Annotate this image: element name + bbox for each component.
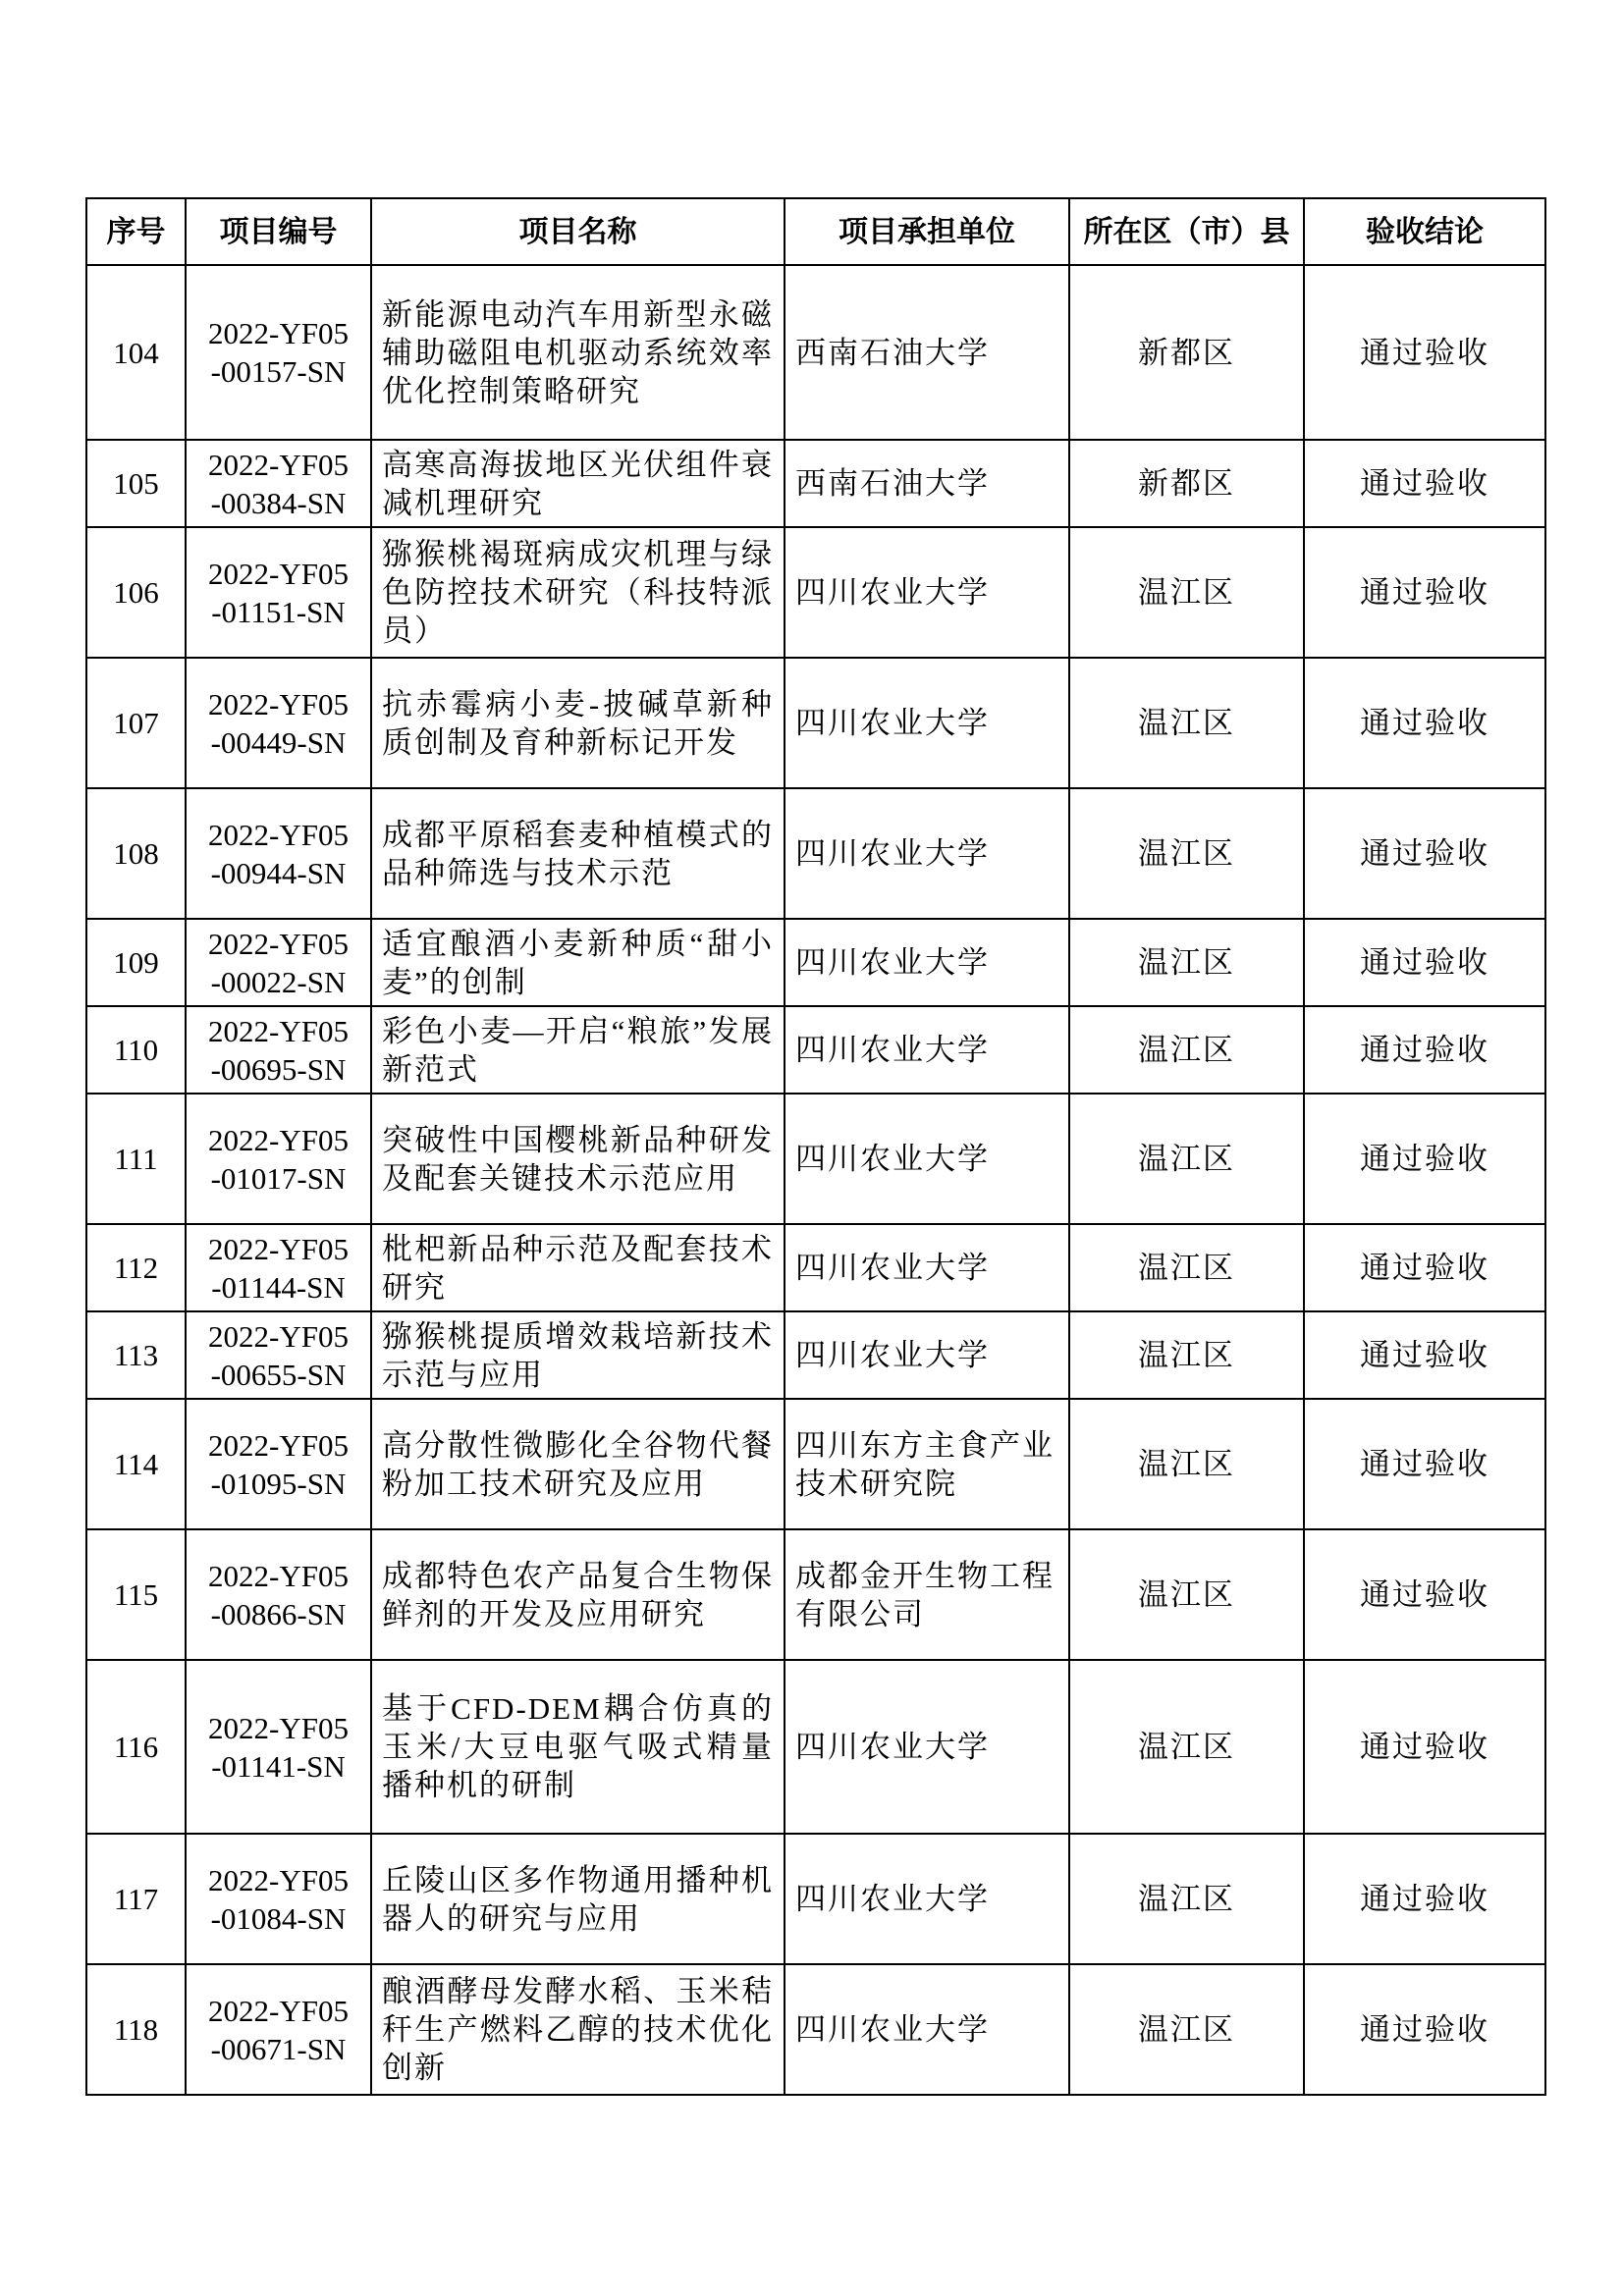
row-project-code (186, 1399, 371, 1529)
row-undertaking-unit: 四川农业大学 (785, 1224, 1069, 1311)
project-code-line-2: -01141-SN (211, 1748, 346, 1784)
row-seq: 115 (86, 1529, 186, 1660)
project-code-line-1: 2022-YF05 (208, 817, 349, 852)
header-seq: 序号 (86, 198, 186, 265)
row-acceptance-result: 通过验收 (1304, 265, 1545, 440)
project-code-line-2: -00866-SN (210, 1596, 347, 1631)
project-code-line-2: -00655-SN (210, 1357, 347, 1392)
table-row (86, 1964, 1545, 2095)
row-acceptance-result: 通过验收 (1304, 1964, 1545, 2095)
project-code-line-1: 2022-YF05 (208, 447, 349, 482)
row-seq: 107 (86, 658, 186, 788)
table-row (86, 1224, 1545, 1311)
row-district: 新都区 (1069, 440, 1304, 527)
row-undertaking-unit: 四川农业大学 (785, 919, 1069, 1006)
table-row (86, 1834, 1545, 1964)
project-code-line-1: 2022-YF05 (208, 1013, 349, 1048)
project-code-line-1: 2022-YF05 (208, 1427, 349, 1463)
row-acceptance-result: 通过验收 (1304, 1094, 1545, 1224)
project-code-line-2: -00384-SN (210, 485, 347, 520)
row-seq: 105 (86, 440, 186, 527)
table-header-row (86, 198, 1545, 265)
row-seq: 118 (86, 1964, 186, 2095)
row-district: 温江区 (1069, 1094, 1304, 1224)
row-undertaking-unit: 四川农业大学 (785, 1094, 1069, 1224)
row-district: 温江区 (1069, 1224, 1304, 1311)
row-project-name: 枇杷新品种示范及配套技术研究 (371, 1224, 785, 1311)
row-project-name: 新能源电动汽车用新型永磁辅助磁阻电机驱动系统效率优化控制策略研究 (371, 265, 785, 440)
row-district: 温江区 (1069, 658, 1304, 788)
row-seq: 104 (86, 265, 186, 440)
row-acceptance-result: 通过验收 (1304, 440, 1545, 527)
row-acceptance-result: 通过验收 (1304, 1399, 1545, 1529)
table-row (86, 658, 1545, 788)
project-code-line-2: -00157-SN (210, 354, 347, 389)
row-acceptance-result: 通过验收 (1304, 1311, 1545, 1399)
row-district: 温江区 (1069, 1834, 1304, 1964)
row-acceptance-result: 通过验收 (1304, 658, 1545, 788)
project-code-line-1: 2022-YF05 (208, 316, 349, 350)
row-project-code (186, 440, 371, 527)
row-undertaking-unit: 四川农业大学 (785, 1660, 1069, 1834)
row-project-code (186, 658, 371, 788)
row-acceptance-result: 通过验收 (1304, 1834, 1545, 1964)
row-project-code (186, 1094, 371, 1224)
table-row (86, 1094, 1545, 1224)
row-acceptance-result: 通过验收 (1304, 1529, 1545, 1660)
header-result: 验收结论 (1304, 198, 1545, 265)
row-district: 温江区 (1069, 527, 1304, 658)
row-project-name: 猕猴桃褐斑病成灾机理与绿色防控技术研究（科技特派员） (371, 527, 785, 658)
row-project-name: 抗赤霉病小麦-披碱草新种质创制及育种新标记开发 (371, 658, 785, 788)
row-project-code (186, 919, 371, 1006)
project-code-line-2: -00449-SN (210, 724, 347, 760)
header-unit: 项目承担单位 (785, 198, 1069, 265)
row-project-name: 适宜酿酒小麦新种质“甜小麦”的创制 (371, 919, 785, 1006)
row-acceptance-result: 通过验收 (1304, 1660, 1545, 1834)
row-undertaking-unit: 四川农业大学 (785, 788, 1069, 919)
row-undertaking-unit: 西南石油大学 (785, 265, 1069, 440)
project-code-line-1: 2022-YF05 (208, 1710, 349, 1745)
acceptance-table (85, 197, 1546, 2096)
row-acceptance-result: 通过验收 (1304, 788, 1545, 919)
header-name: 项目名称 (371, 198, 785, 265)
row-undertaking-unit: 成都金开生物工程有限公司 (785, 1529, 1069, 1660)
row-district: 温江区 (1069, 919, 1304, 1006)
row-undertaking-unit: 四川农业大学 (785, 527, 1069, 658)
row-district: 温江区 (1069, 1529, 1304, 1660)
row-seq: 111 (86, 1094, 186, 1224)
table-row (86, 919, 1545, 1006)
table-row (86, 265, 1545, 440)
table-row (86, 1399, 1545, 1529)
header-code: 项目编号 (186, 198, 371, 265)
row-district: 新都区 (1069, 265, 1304, 440)
row-acceptance-result: 通过验收 (1304, 527, 1545, 658)
project-code-line-2: -01084-SN (210, 1900, 347, 1936)
row-project-name: 成都特色农产品复合生物保鲜剂的开发及应用研究 (371, 1529, 785, 1660)
row-district: 温江区 (1069, 788, 1304, 919)
project-code-line-2: -01095-SN (210, 1466, 347, 1501)
row-project-name: 基于CFD-DEM耦合仿真的玉米/大豆电驱气吸式精量播种机的研制 (371, 1660, 785, 1834)
row-seq: 114 (86, 1399, 186, 1529)
table-row (86, 1660, 1545, 1834)
row-seq: 117 (86, 1834, 186, 1964)
row-acceptance-result: 通过验收 (1304, 1224, 1545, 1311)
row-project-code (186, 1529, 371, 1660)
row-undertaking-unit: 西南石油大学 (785, 440, 1069, 527)
project-code-line-1: 2022-YF05 (208, 1231, 349, 1266)
row-project-name: 彩色小麦—开启“粮旅”发展新范式 (371, 1006, 785, 1094)
row-undertaking-unit: 四川农业大学 (785, 1311, 1069, 1399)
table-row (86, 527, 1545, 658)
project-code-line-1: 2022-YF05 (208, 1122, 349, 1157)
row-project-name: 高分散性微膨化全谷物代餐粉加工技术研究及应用 (371, 1399, 785, 1529)
row-project-code (186, 1660, 371, 1834)
row-acceptance-result: 通过验收 (1304, 919, 1545, 1006)
row-project-name: 丘陵山区多作物通用播种机器人的研究与应用 (371, 1834, 785, 1964)
row-district: 温江区 (1069, 1006, 1304, 1094)
row-project-code (186, 527, 371, 658)
row-project-code (186, 1224, 371, 1311)
row-undertaking-unit: 四川农业大学 (785, 1834, 1069, 1964)
row-project-name: 酿酒酵母发酵水稻、玉米秸秆生产燃料乙醇的技术优化创新 (371, 1964, 785, 2095)
project-code-line-2: -00022-SN (210, 964, 347, 999)
row-project-name: 突破性中国樱桃新品种研发及配套关键技术示范应用 (371, 1094, 785, 1224)
row-undertaking-unit: 四川农业大学 (785, 1964, 1069, 2095)
row-district: 温江区 (1069, 1311, 1304, 1399)
row-seq: 116 (86, 1660, 186, 1834)
project-code-line-1: 2022-YF05 (208, 1318, 349, 1354)
project-code-line-2: -00695-SN (210, 1051, 347, 1087)
project-code-line-2: -01017-SN (210, 1160, 347, 1196)
row-project-name: 成都平原稻套麦种植模式的品种筛选与技术示范 (371, 788, 785, 919)
row-district: 温江区 (1069, 1399, 1304, 1529)
row-seq: 109 (86, 919, 186, 1006)
row-project-code (186, 1834, 371, 1964)
project-code-line-2: -01144-SN (211, 1269, 346, 1305)
project-code-line-1: 2022-YF05 (208, 926, 349, 961)
table-row (86, 1311, 1545, 1399)
row-project-code (186, 1006, 371, 1094)
project-code-line-2: -01151-SN (211, 594, 346, 629)
row-project-code (186, 1964, 371, 2095)
table-row (86, 1529, 1545, 1660)
row-project-code (186, 265, 371, 440)
project-code-line-2: -00944-SN (210, 855, 347, 890)
row-seq: 108 (86, 788, 186, 919)
row-district: 温江区 (1069, 1660, 1304, 1834)
row-seq: 112 (86, 1224, 186, 1311)
table-row (86, 440, 1545, 527)
row-undertaking-unit: 四川东方主食产业技术研究院 (785, 1399, 1069, 1529)
project-code-line-1: 2022-YF05 (208, 1993, 349, 2028)
row-undertaking-unit: 四川农业大学 (785, 658, 1069, 788)
row-undertaking-unit: 四川农业大学 (785, 1006, 1069, 1094)
project-code-line-2: -00671-SN (210, 2031, 347, 2066)
project-code-line-1: 2022-YF05 (208, 556, 349, 591)
row-project-name: 猕猴桃提质增效栽培新技术示范与应用 (371, 1311, 785, 1399)
row-district: 温江区 (1069, 1964, 1304, 2095)
project-code-line-1: 2022-YF05 (208, 1862, 349, 1897)
row-project-name: 高寒高海拔地区光伏组件衰减机理研究 (371, 440, 785, 527)
table-row (86, 1006, 1545, 1094)
row-seq: 106 (86, 527, 186, 658)
project-code-line-1: 2022-YF05 (208, 686, 349, 721)
row-acceptance-result: 通过验收 (1304, 1006, 1545, 1094)
table-body (86, 265, 1545, 2095)
project-code-line-1: 2022-YF05 (208, 1558, 349, 1593)
row-project-code (186, 1311, 371, 1399)
row-seq: 110 (86, 1006, 186, 1094)
row-seq: 113 (86, 1311, 186, 1399)
header-district: 所在区（市）县 (1069, 198, 1304, 265)
row-project-code (186, 788, 371, 919)
table-row (86, 788, 1545, 919)
